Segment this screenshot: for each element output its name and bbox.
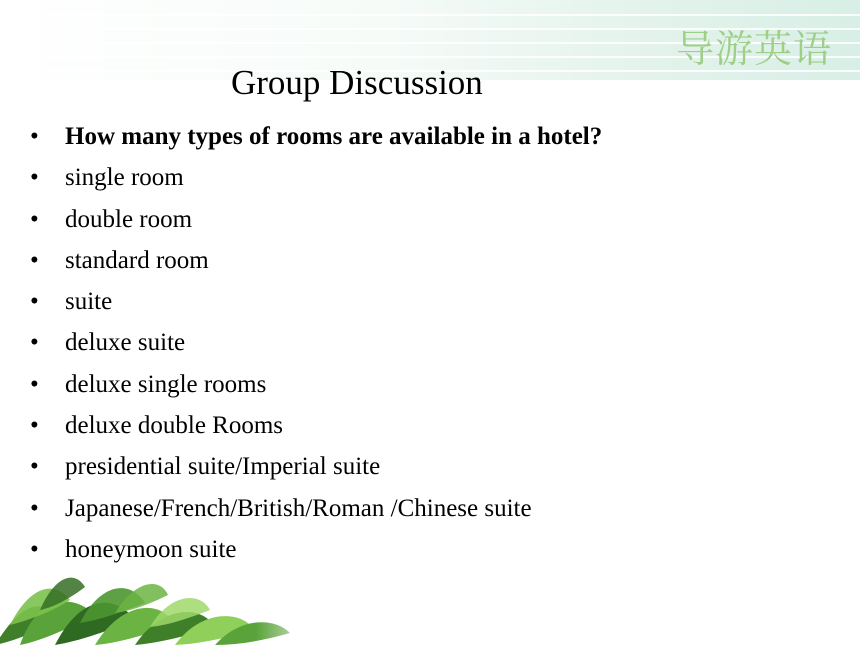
list-item-text: deluxe suite xyxy=(65,329,186,357)
question-text: How many types of rooms are available in a hotel? xyxy=(65,123,603,150)
bullet-marker: • xyxy=(30,535,39,563)
list-item-text: Japanese/French/British/Roman /Chinese suite xyxy=(65,494,532,522)
bullet-marker: • xyxy=(30,453,39,481)
header-stripe xyxy=(0,14,860,16)
bullet-marker: • xyxy=(30,412,39,440)
list-item-text: single room xyxy=(65,164,184,192)
bullet-marker: • xyxy=(30,370,39,398)
bullet-marker: • xyxy=(30,329,39,357)
tea-leaves-icon xyxy=(0,565,320,645)
brand-label: 导游英语 xyxy=(675,27,832,71)
list-item-text: presidential suite/Imperial suite xyxy=(65,453,381,481)
bullet-marker: • xyxy=(30,494,39,522)
list-item-text: standard room xyxy=(65,246,209,274)
bullet-marker: • xyxy=(30,164,39,192)
slide-title: Group Discussion xyxy=(231,63,483,102)
list-item-text: honeymoon suite xyxy=(65,535,237,563)
list-item-text: deluxe double Rooms xyxy=(65,412,284,440)
list-item-text: double room xyxy=(65,205,193,233)
bullet-marker: • xyxy=(30,123,39,150)
list-item-text: suite xyxy=(65,288,113,316)
bullet-marker: • xyxy=(30,288,39,316)
list-item-text: deluxe single rooms xyxy=(65,370,267,398)
bullet-marker: • xyxy=(30,205,39,233)
bullet-marker: • xyxy=(30,246,39,274)
